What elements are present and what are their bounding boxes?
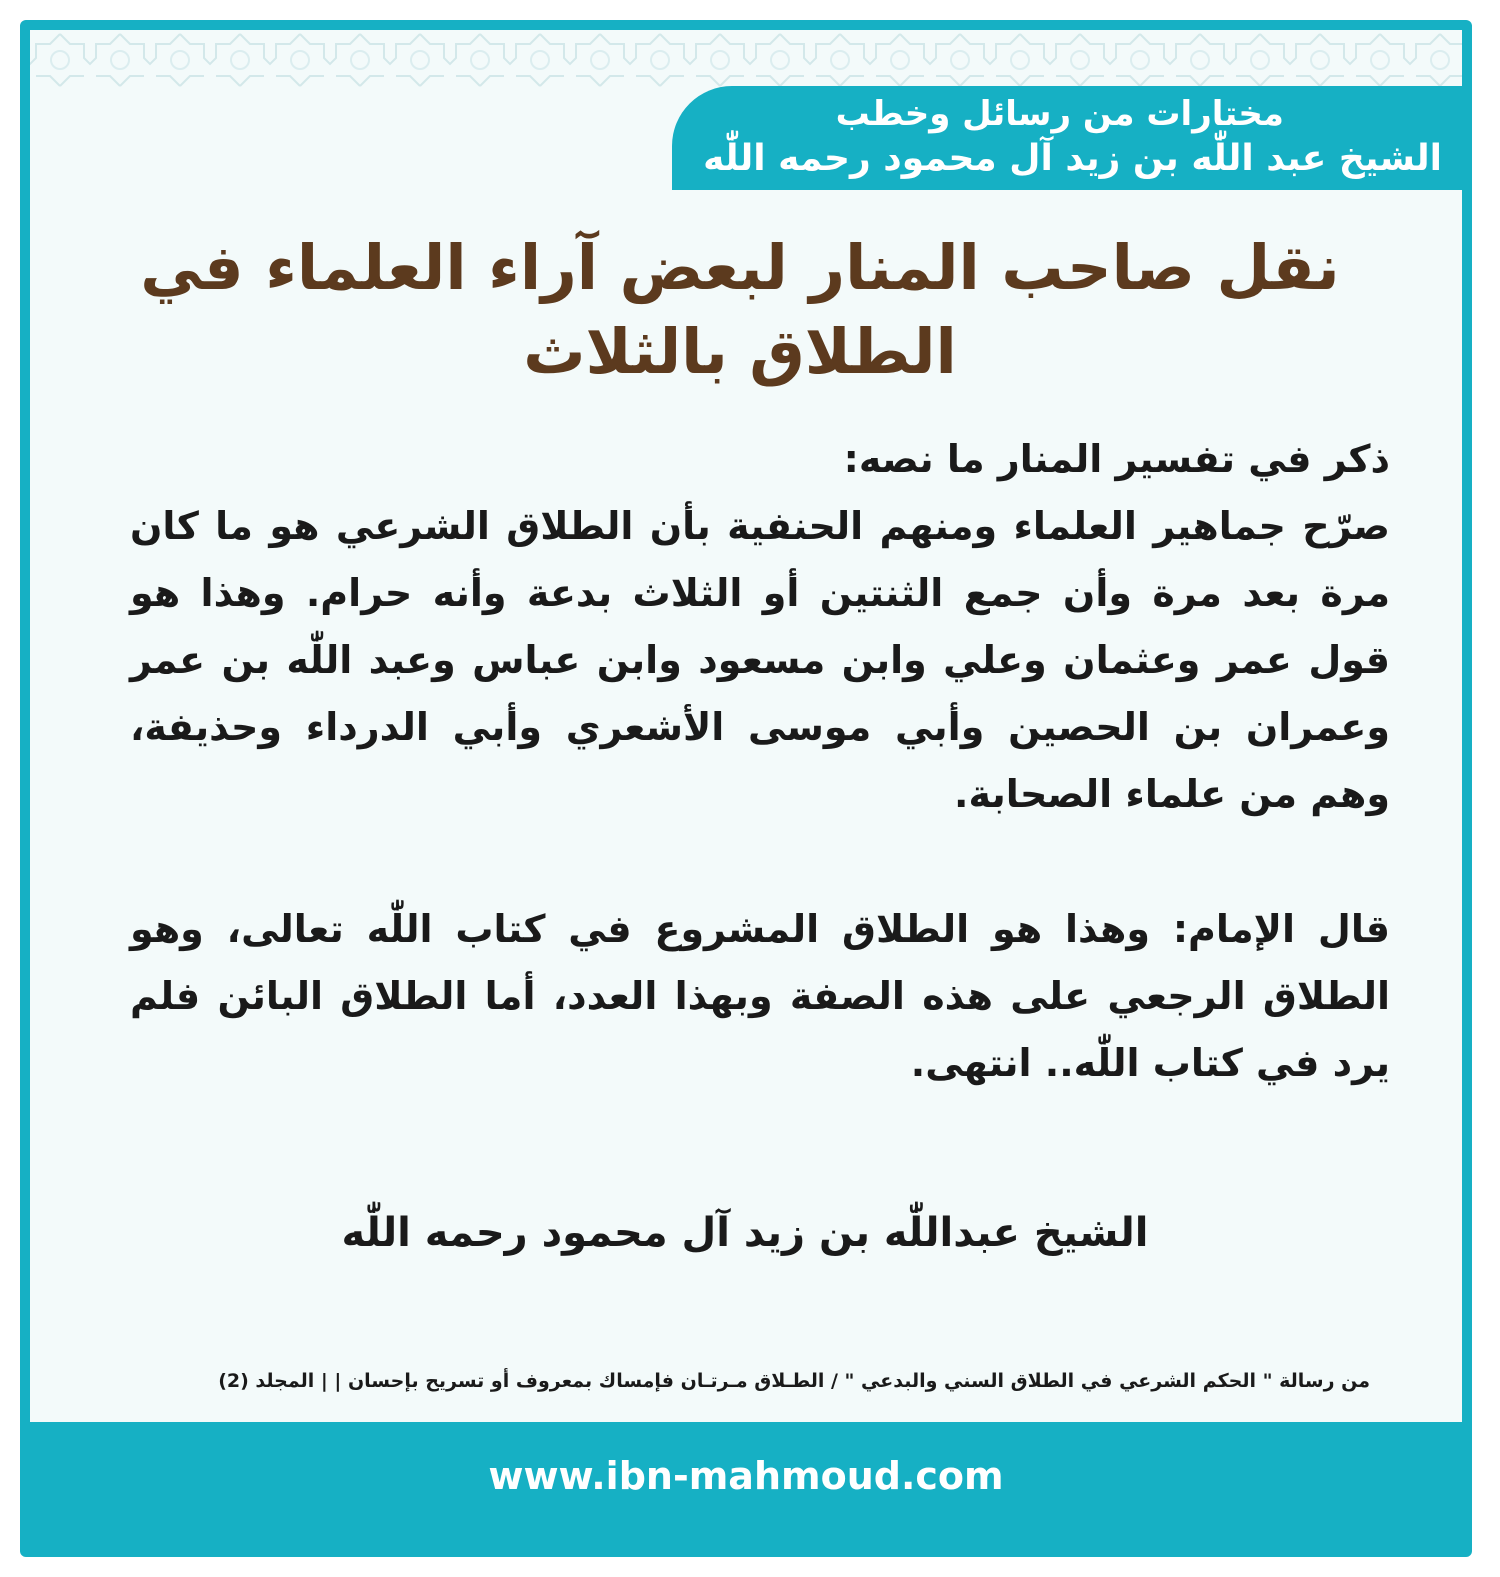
decorative-pattern bbox=[30, 30, 1462, 90]
author-signature: الشيخ عبداللّٰه بن زيد آل محمود رحمه اللّٰه bbox=[341, 1210, 1149, 1256]
paragraph-2: قال الإمام: وهذا هو الطلاق المشروع في كتاب اللّٰه تعالى، وهو الطلاق الرجعي على هذه الصفة وبهذا العدد، أما الطلاق البائن فلم يرد في كتاب اللّٰه.. انتهى. bbox=[130, 907, 1390, 1085]
paragraph-1: صرّح جماهير العلماء ومنهم الحنفية بأن الطلاق الشرعي هو ما كان مرة بعد مرة وأن جمع الثنتين أو الثلاث بدعة وأنه حرام. وهذا هو قول عمر وعثمان وعلي وابن مسعود وابن عباس وعبد اللّٰه بن عمر وعمران بن الحصين وأبي موسى الأشعري وأبي الدرداء وحذيفة، وهم من علماء الصحابة. bbox=[130, 504, 1390, 816]
footer-bar bbox=[20, 1422, 1472, 1557]
header-author-name: الشيخ عبد اللّٰه بن زيد آل محمود رحمه اللّٰه bbox=[703, 138, 1442, 179]
header-ribbon bbox=[672, 86, 1462, 190]
card-content bbox=[30, 30, 1462, 1422]
header-series-title: مختارات من رسائل وخطب bbox=[835, 94, 1284, 134]
article-title: نقل صاحب المنار لبعض آراء العلماء في الطلاق بالثلاث bbox=[140, 231, 1340, 388]
article-body bbox=[130, 426, 1390, 1097]
intro-line: ذكر في تفسير المنار ما نصه: bbox=[843, 437, 1390, 481]
website-link[interactable]: www.ibn-mahmoud.com bbox=[488, 1454, 1004, 1498]
source-citation: من رسالة " الحكم الشرعي في الطلاق السني والبدعي " / الطـلاق مـرتـان فإمساك بمعروف أو تسريح بإحسان | | المجلد (2) bbox=[218, 1370, 1370, 1392]
paragraph-gap bbox=[130, 828, 1390, 896]
